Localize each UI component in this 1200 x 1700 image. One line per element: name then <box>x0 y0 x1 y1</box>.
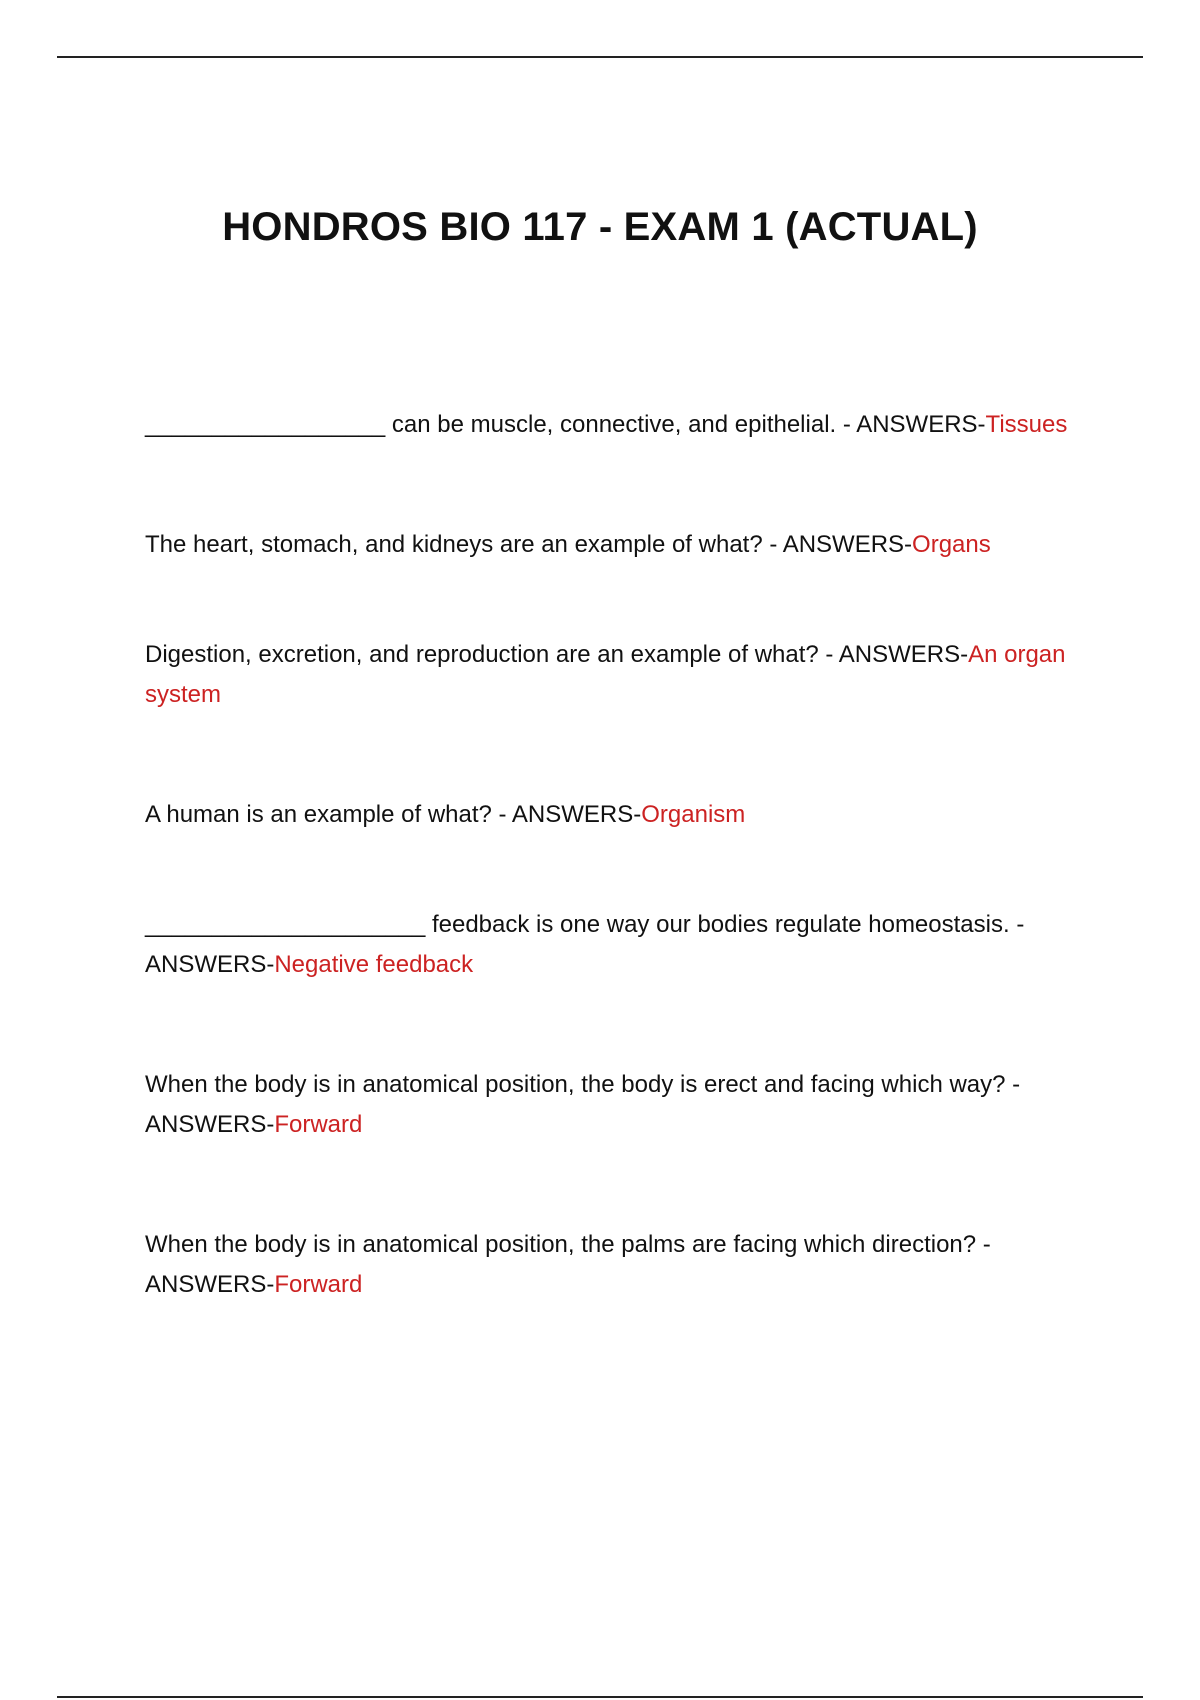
top-divider <box>57 56 1143 58</box>
bottom-divider <box>57 1696 1143 1698</box>
question-text: _____________________ feedback is one way our bodies regulate homeostasis. - <box>145 911 1025 938</box>
question-list <box>145 405 1085 1385</box>
answer-prefix: ANSWERS- <box>145 1271 275 1298</box>
answer-prefix: ANSWERS- <box>782 531 913 558</box>
question-item <box>145 1065 1085 1145</box>
question-item <box>145 635 1085 715</box>
answer-prefix: ANSWERS- <box>511 801 642 828</box>
answer-prefix: ANSWERS- <box>145 951 275 978</box>
question-item <box>145 1225 1085 1305</box>
question-text: The heart, stomach, and kidneys are an example of what? - <box>145 531 783 558</box>
question-text: When the body is in anatomical position, the palms are facing which direction? - <box>145 1231 991 1258</box>
question-item <box>145 405 1085 445</box>
answer-prefix: ANSWERS- <box>856 411 986 438</box>
question-item <box>145 525 1085 565</box>
question-text: A human is an example of what? - <box>145 801 512 828</box>
answer-text: Organs <box>912 531 991 558</box>
question-text: When the body is in anatomical position, the body is erect and facing which way? - <box>145 1071 1021 1098</box>
answer-text: Forward <box>274 1111 363 1138</box>
question-text: __________________ can be muscle, connective, and epithelial. - <box>145 411 857 438</box>
answer-prefix: ANSWERS- <box>145 1111 275 1138</box>
document-title: HONDROS BIO 117 - EXAM 1 (ACTUAL) <box>222 205 978 249</box>
question-item <box>145 795 1085 835</box>
answer-prefix: ANSWERS- <box>838 641 969 668</box>
question-item <box>145 905 1085 985</box>
answer-text: Forward <box>274 1271 363 1298</box>
answer-text: Negative feedback <box>274 951 474 978</box>
answer-text: Organism <box>641 801 746 828</box>
question-text: Digestion, excretion, and reproduction are an example of what? - <box>145 641 839 668</box>
answer-text: An organ system <box>145 641 1066 708</box>
answer-text: Tissues <box>985 411 1068 438</box>
